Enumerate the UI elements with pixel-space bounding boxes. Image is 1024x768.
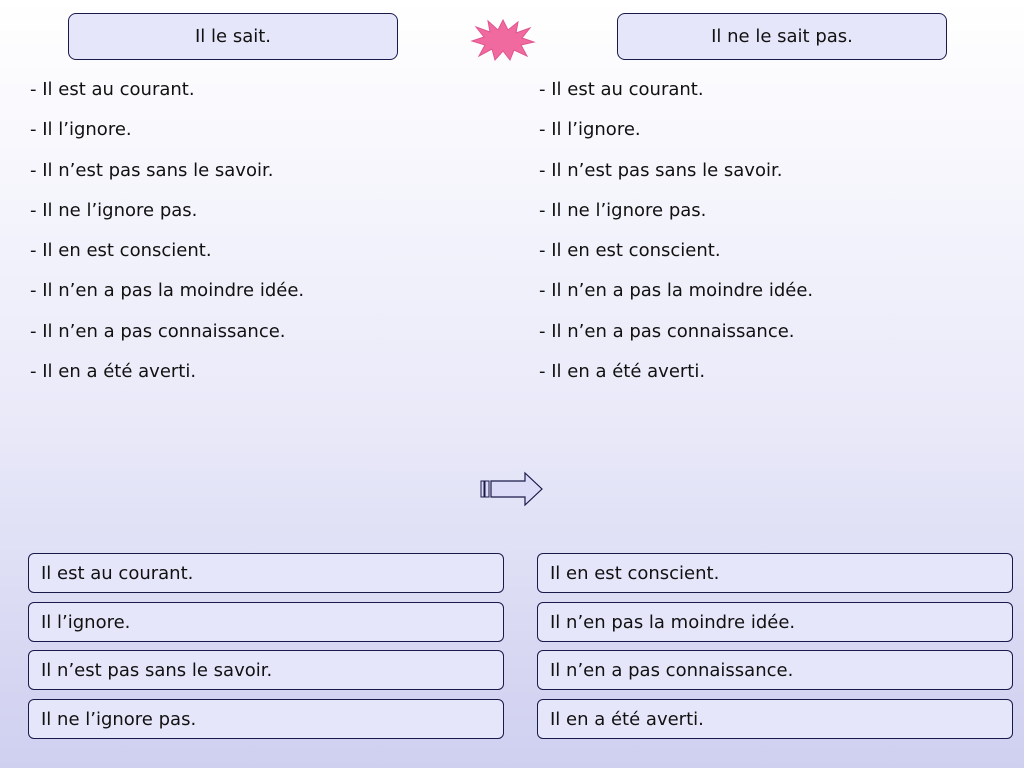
answer-label: Il ne l’ignore pas.: [41, 708, 197, 730]
answer-label: Il n’est pas sans le savoir.: [41, 659, 273, 681]
answer-box-right-1[interactable]: [537, 553, 1013, 593]
answer-label: Il n’en a pas connaissance.: [550, 659, 794, 681]
list-item: - Il n’est pas sans le savoir.: [30, 159, 274, 181]
left-phrase-list: [30, 76, 304, 398]
list-item: - Il n’en a pas la moindre idée.: [539, 280, 814, 302]
list-item: - Il ne l’ignore pas.: [539, 199, 707, 221]
list-item: - Il est au courant.: [30, 79, 195, 100]
list-item: - Il n’en a pas connaissance.: [30, 320, 286, 342]
header-il-ne-le-sait-pas[interactable]: [617, 13, 947, 60]
answer-box-right-2[interactable]: [537, 602, 1013, 642]
starburst-icon: [470, 18, 536, 62]
list-item: - Il en est conscient.: [30, 240, 212, 262]
list-item: - Il est au courant.: [539, 79, 704, 100]
answer-label: Il est au courant.: [41, 562, 194, 584]
answer-box-left-3[interactable]: [28, 650, 504, 690]
list-item: - Il en a été averti.: [30, 361, 197, 383]
answer-box-right-4[interactable]: [537, 699, 1013, 739]
header-il-le-sait[interactable]: [68, 13, 398, 60]
right-arrow-icon[interactable]: [479, 471, 545, 507]
header-right-label: Il ne le sait pas.: [711, 26, 853, 47]
list-item: - Il n’en a pas connaissance.: [539, 320, 795, 342]
list-item: - Il l’ignore.: [539, 119, 641, 141]
list-item: - Il en a été averti.: [539, 361, 706, 383]
list-item: - Il n’est pas sans le savoir.: [539, 159, 783, 181]
list-item: - Il ne l’ignore pas.: [30, 199, 198, 221]
answer-label: Il en est conscient.: [550, 562, 720, 584]
answer-label: Il l’ignore.: [41, 611, 131, 633]
answer-box-right-3[interactable]: [537, 650, 1013, 690]
header-left-label: Il le sait.: [194, 26, 272, 47]
answer-label: Il en a été averti.: [550, 708, 704, 730]
list-item: - Il n’en a pas la moindre idée.: [30, 280, 305, 302]
answer-box-left-4[interactable]: [28, 699, 504, 739]
answer-box-left-2[interactable]: [28, 602, 504, 642]
answer-label: Il n’en pas la moindre idée.: [550, 611, 796, 633]
answer-box-left-1[interactable]: [28, 553, 504, 593]
list-item: - Il l’ignore.: [30, 119, 132, 141]
right-phrase-list: [539, 76, 813, 398]
list-item: - Il en est conscient.: [539, 240, 721, 262]
